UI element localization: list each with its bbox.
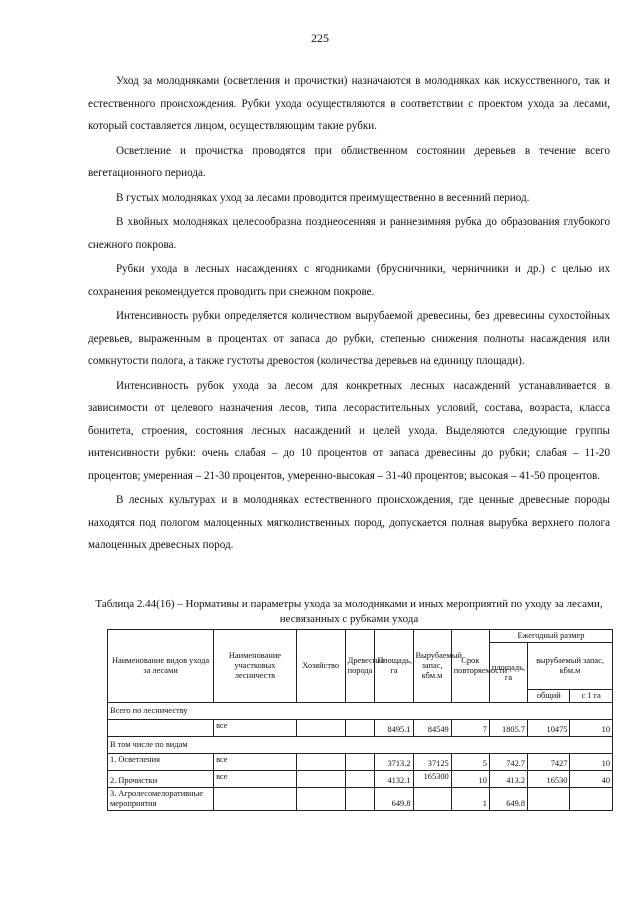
- table-row: [108, 737, 613, 754]
- cell-annual-total: 7427: [528, 754, 570, 771]
- header-annual-stock: вырубаемый запас, кбм.м: [528, 643, 613, 690]
- cell-species: [345, 788, 375, 811]
- cell-annual-per-ha: 40: [570, 771, 613, 788]
- norms-table: [107, 629, 613, 811]
- cell-farm: [296, 754, 345, 771]
- table-row: [108, 720, 613, 737]
- paragraph: В хвойных молодняках целесообразна позднеосенняя и раннезимняя рубка до образования глубокого снежного покрова.: [88, 216, 610, 251]
- cell-name: 1. Осветления: [108, 754, 214, 771]
- header-stock: Вырубаемый запас, кбм.м: [413, 630, 451, 703]
- cell-period: 1: [451, 788, 489, 811]
- cell-name: 2. Прочистки: [108, 771, 214, 788]
- page-number: 225: [311, 31, 329, 45]
- cell-annual-area: 742.7: [489, 754, 527, 771]
- cell-farm: [296, 788, 345, 811]
- cell-area: 8495.1: [375, 720, 413, 737]
- cell-annual-total: [528, 788, 570, 811]
- header-stock-per-ha: с 1 га: [570, 690, 613, 703]
- table-row: [108, 788, 613, 811]
- paragraph: Осветление и прочистка проводятся при облиственном состоянии деревьев в течение всего вегетационного периода.: [88, 144, 610, 179]
- header-stock-total: общий: [528, 690, 570, 703]
- header-annual-area: площадь, га: [489, 643, 527, 703]
- cell-annual-per-ha: 10: [570, 754, 613, 771]
- cell-species: [345, 771, 375, 788]
- cell-annual-per-ha: 10: [570, 720, 613, 737]
- paragraph: Рубки ухода в лесных насаждениях с ягодниками (брусничники, черничники и др.) с целью их сохранения рекомендуется проводить при снежном покрове.: [88, 263, 610, 298]
- cell-name: 3. Агролесомелоративные мероприятия: [108, 788, 214, 811]
- table-row: [108, 754, 613, 771]
- cell-period: 5: [451, 754, 489, 771]
- body-text: [88, 70, 610, 559]
- cell-area: 3713.2: [375, 754, 413, 771]
- cell-area: 649.8: [375, 788, 413, 811]
- header-farm: Хозяйство: [296, 630, 345, 703]
- cell-area: 4132.1: [375, 771, 413, 788]
- table-row: [108, 771, 613, 788]
- section-by-type: В том числе по видам: [108, 737, 613, 754]
- header-care-type: Наименование видов ухода за лесами: [108, 630, 214, 703]
- cell-name: [108, 720, 214, 737]
- cell-annual-area: 1805.7: [489, 720, 527, 737]
- paragraph: Интенсивность рубок ухода за лесом для конкретных лесных насаждений устанавливается в зависимости от целевого назначения лесов, типа лесорастительных условий, состава, возраста, класса бонитета, строения, состояния лесных насаждений и целей ухода. Выделяются следующие группы интенсивности рубки: очень слабая – до 10 процентов от запаса древесины до рубки; слабая – 11-20 процентов; умеренная – 21-30 процентов, умеренно-высокая – 31-40 процентов; высокая – 41-50 процентов.: [88, 379, 610, 482]
- cell-farm: [296, 771, 345, 788]
- paragraph: Уход за молодняками (осветления и прочистки) назначаются в молодняках как искусственного, так и естественного происхождения. Рубки ухода осуществляются в соответствии с проектом ухода за лесами, который составляется лицом, осуществляющим такие рубки.: [88, 75, 610, 132]
- cell-stock: [413, 788, 451, 811]
- table-row: [108, 703, 613, 720]
- header-district: Наименование участковых лесничеств: [214, 630, 297, 703]
- cell-stock: 165300: [413, 771, 451, 788]
- header-period: Срок повторяемости: [451, 630, 489, 703]
- cell-district: [214, 788, 297, 811]
- paragraph: В лесных культурах и в молодняках естественного происхождения, где ценные древесные породы находятся под пологом малоценных мягколиственных пород, допускается полная вырубка верхнего полога малоценных древесных пород.: [88, 494, 610, 551]
- cell-stock: 37125: [413, 754, 451, 771]
- cell-stock: 84549: [413, 720, 451, 737]
- cell-annual-area: 649.8: [489, 788, 527, 811]
- cell-annual-total: 10475: [528, 720, 570, 737]
- cell-district: все: [214, 754, 297, 771]
- section-total: Всего по лесничеству: [108, 703, 613, 720]
- cell-period: 7: [451, 720, 489, 737]
- cell-species: [345, 754, 375, 771]
- header-species: Древесная порода: [345, 630, 375, 703]
- table-container: [107, 629, 613, 811]
- paragraph: В густых молодняках уход за лесами проводится преимущественно в весенний период.: [116, 191, 530, 204]
- cell-district: все: [214, 771, 297, 788]
- table-caption: Таблица 2.44(16) – Нормативы и параметры ухода за молодняками и иных мероприятий по уходу за лесами, несвязанных с рубками ухода: [95, 598, 603, 625]
- cell-annual-area: 413.2: [489, 771, 527, 788]
- cell-district: все: [214, 720, 297, 737]
- header-annual: Ежегодный размер: [489, 630, 612, 643]
- header-area: Площадь, га: [375, 630, 413, 703]
- cell-period: 10: [451, 771, 489, 788]
- paragraph: Интенсивность рубки определяется количеством вырубаемой древесины, без древесины сухостойных деревьев, выраженным в процентах от запаса до рубки, степенью снижения полноты насаждения или сомкнутости полога, а также густоты древостоя (количества деревьев на единицу площади).: [88, 310, 610, 367]
- cell-species: [345, 720, 375, 737]
- cell-annual-total: 16530: [528, 771, 570, 788]
- cell-farm: [296, 720, 345, 737]
- cell-annual-per-ha: [570, 788, 613, 811]
